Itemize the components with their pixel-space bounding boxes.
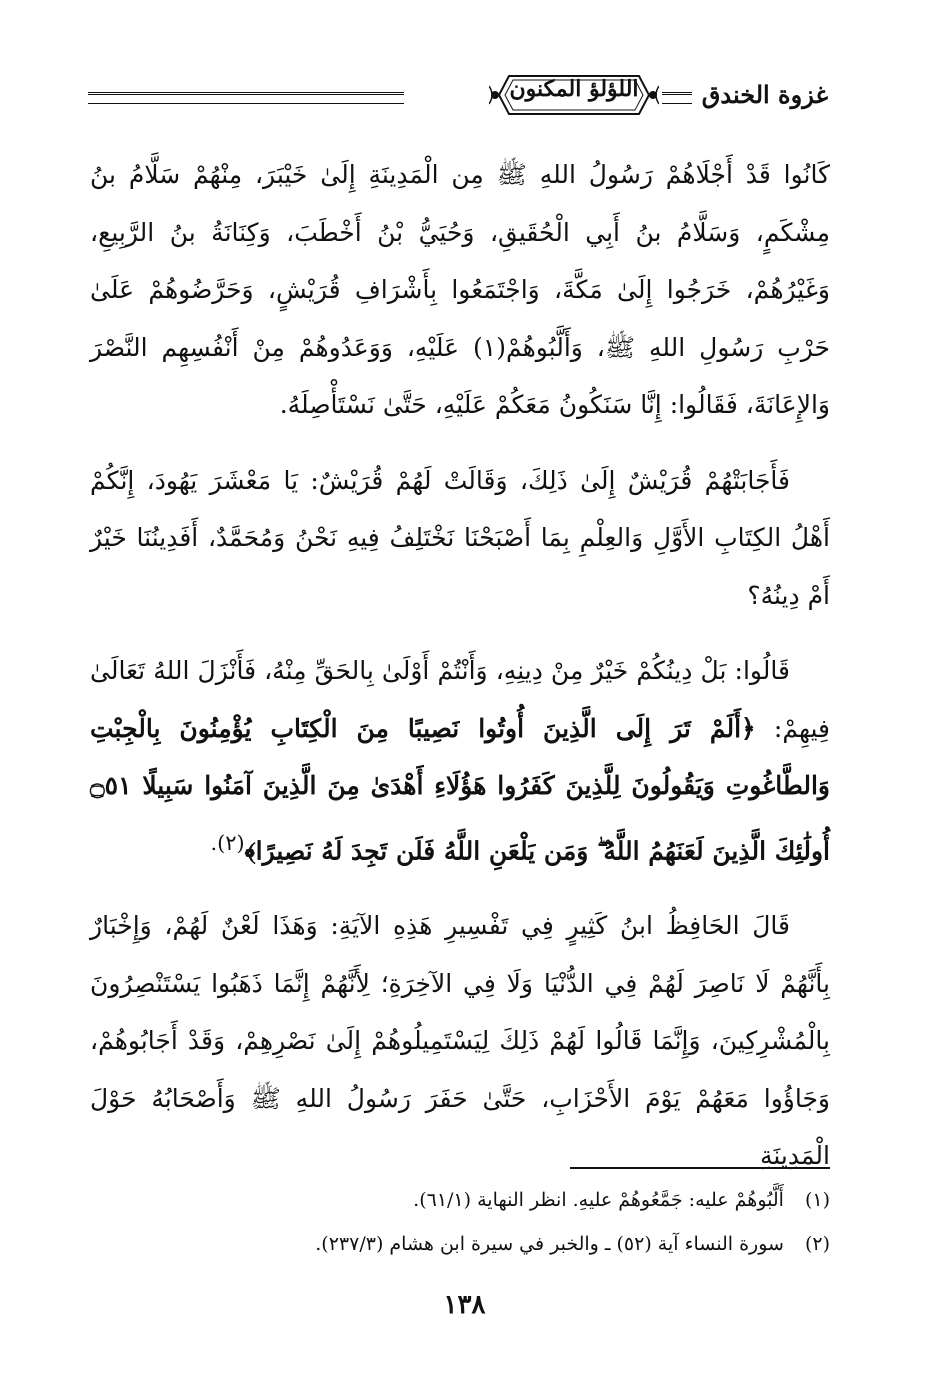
footnote-number: (١) [804,1189,830,1211]
footnote-text: أَلَّبُوهُمْ عليه: جَمَّعُوهُمْ عليهِ. انظر النهاية (٦١/١). [413,1189,784,1211]
footnote-divider [570,1167,830,1169]
footnote-1 [90,1178,830,1222]
quran-verse: ﴿أَلَمْ تَرَ إِلَى الَّذِينَ أُوتُوا نَصِيبًا مِنَ الْكِتَابِ يُؤْمِنُونَ بِالْجِبْتِ وَالطَّاغُوتِ وَيَقُولُونَ لِلَّذِينَ كَفَرُوا هَؤُلَاءِ أَهْدَىٰ مِنَ الَّذِينَ آمَنُوا سَبِيلًا ۝٥١ أُولَٰئِكَ الَّذِينَ لَعَنَهُمُ اللَّهُ ۖ وَمَن يَلْعَنِ اللَّهُ فَلَن تَجِدَ لَهُ نَصِيرًا﴾ [90,713,830,865]
paragraph-3 [90,642,830,879]
running-header [88,66,828,136]
book-title: اللؤلؤ المكنون [509,76,639,102]
paragraph-4: قَالَ الحَافِظُ ابنُ كَثِيرٍ فِي تَفْسِيرِ هَذِهِ الآيَةِ: وَهَذَا لَعْنٌ لَهُمْ، وَإِخْبَارٌ بِأَنَّهُمْ لَا نَاصِرَ لَهُمْ فِي الدُّنْيَا وَلَا فِي الآخِرَةِ؛ لِأَنَّهُمْ إِنَّمَا ذَهَبُوا يَسْتَنْصِرُونَ بِالْمُشْرِكِينَ، وَإِنَّمَا قَالُوا لَهُمْ ذَلِكَ لِيَسْتَمِيلُوهُمْ إِلَىٰ نَصْرِهِمْ، وَقَدْ أَجَابُوهُمْ، وَجَاؤُوا مَعَهُمْ يَوْمَ الأَحْزَابِ، حَتَّىٰ حَفَرَ رَسُولُ اللهِ ﷺ وَأَصْحَابُهُ حَوْلَ الْمَدِينَةِ [90,911,830,1171]
header-rule-left [88,92,404,104]
header-rule-right [662,92,692,104]
chapter-title: غزوة الخندق [701,80,828,109]
footnotes [90,1178,830,1266]
main-text [90,146,830,1203]
paragraph-1: كَانُوا قَدْ أَجْلَاهُمْ رَسُولُ اللهِ ﷺ مِن الْمَدِينَةِ إِلَىٰ خَيْبَرَ، مِنْهُمْ سَلَّامُ بنُ مِشْكَمٍ، وَسَلَّامُ بنُ أَبِي الْحُقَيقِ، وَحُيَيُّ بْنُ أَخْطَبَ، وَكِنَانَةُ بنُ الرَّبِيعِ، وَغَيْرُهُمْ، خَرَجُوا إِلَىٰ مَكَّةَ، وَاجْتَمَعُوا بِأَشْرَافِ قُرَيْشٍ، وَحَرَّضُوهُمْ عَلَىٰ حَرْبِ رَسُولِ اللهِ ﷺ، وَأَلَّبُوهُمْ(١) عَلَيْهِ، وَوَعَدُوهُمْ مِنْ أَنْفُسِهِم النَّصْرَ وَالإِعَانَةَ، فَقَالُوا: إِنَّا سَنَكُونُ مَعَكُمْ عَلَيْهِ، حَتَّىٰ نَسْتَأْصِلَهُ. [90,160,830,419]
footnote-2 [90,1222,830,1266]
book-title-ornament [489,66,659,124]
paragraph-3-text: قَالُوا: بَلْ دِينُكُمْ خَيْرٌ مِنْ دِينِهِ، وَأَنْتُمْ أَوْلَىٰ بِالحَقِّ مِنْهُ، فَأَنْزَلَ اللهُ تَعَالَىٰ فِيهِمْ: [90,656,830,743]
footnote-text: سورة النساء آية (٥٢) ـ والخبر في سيرة ابن هشام (٢٣٧/٣). [315,1233,784,1255]
page-number: ١٣٨ [443,1290,486,1320]
footnote-number: (٢) [804,1233,830,1255]
footnote-ref-2: (٢). [210,830,245,855]
paragraph-2: فَأَجَابَتْهُمْ قُرَيْشٌ إِلَىٰ ذَلِكَ، وَقَالَتْ لَهُمْ قُرَيْشٌ: يَا مَعْشَرَ يَهُودَ، إِنَّكُمْ أَهْلُ الكِتَابِ الأَوَّلِ وَالعِلْمِ بِمَا أَصْبَحْنَا نَخْتَلِفُ فِيهِ نَحْنُ وَمُحَمَّدٌ، أَفَدِينُنَا خَيْرٌ أَمْ دِينُهُ؟ [90,465,830,610]
